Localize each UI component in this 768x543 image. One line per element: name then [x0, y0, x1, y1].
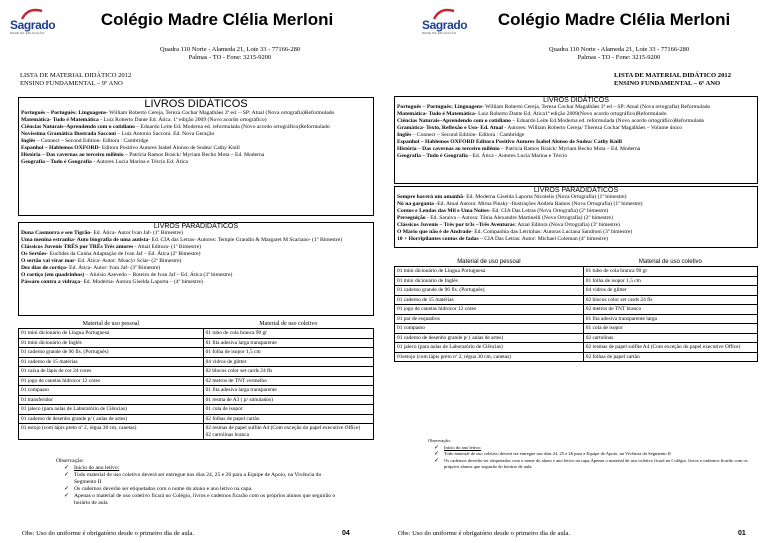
paradidatic-item: Nó na garganta -Ed. Atual Autora: Mirna Pinsky -Ilustrações Andréa Ramos (Nova Ortografia) (1º bimestre): [397, 201, 643, 207]
collective-item: 02 resmas de papel sulfite A4 (Com exceção do papel executive Office) 02 cartolinas branca: [203, 424, 373, 440]
para-title: LIVROS PARADIDÁTICOS: [533, 187, 619, 194]
personal-item: 01 caderno grande de 96 fls. (Português): [19, 348, 204, 358]
page-right: [384, 0, 768, 543]
col-personal: Material de uso pessoal: [457, 259, 521, 265]
book-item: Gramática- Texto, Reflexão e Uso- Ed. Atual - Autores: William Roberto Cereja/ Thereza Cochar Magalhães – Volume único: [397, 125, 683, 131]
footer-note: Obs: Uso do uniforme é obrigatório desde o primeiro dia de aula.: [22, 530, 195, 537]
table-row: [19, 348, 374, 358]
table-row: [395, 267, 758, 277]
book-item: Matemática- Tudo é Matemática - Luiz Roberto Dante Ed. Ática. 1ª edição 2009 (Novo acordo ortográfico): [21, 117, 267, 123]
table-row: [19, 357, 374, 367]
personal-item: 01 transferidor: [19, 395, 204, 405]
table-row: [395, 314, 758, 324]
personal-item: 01 mini dicionário de Língua Portuguesa: [19, 329, 204, 339]
personal-item: 01 mini dicionário de Língua Portuguesa: [395, 267, 584, 277]
paradidatic-item: Dona Casmurra e seu Tigrão- Ed. Ática- Autor Ivan Jaf- (1º Bimestre): [21, 230, 183, 236]
collective-item: 02 blocos color set cards 24 fls: [203, 367, 373, 377]
school-title: Colégio Madre Clélia Merloni: [100, 10, 334, 29]
table-row: [19, 367, 374, 377]
collective-item: 02 blocos color set cards 24 fls: [583, 295, 757, 305]
personal-item: 01 jaleco (para aulas de Laboratório de Ciências): [19, 405, 204, 415]
paradidatic-box: [18, 222, 374, 316]
collective-item: 01 folha de isopor 1,5 cm: [583, 276, 757, 286]
personal-item: 01 compasso: [395, 324, 584, 334]
books-title: LIVROS DIDÁTICOS: [543, 97, 609, 104]
materials-table: [18, 320, 374, 440]
books-box: [394, 96, 758, 184]
personal-item: 01 par de esquadros: [395, 314, 584, 324]
school-title: Colégio Madre Clélia Merloni: [497, 10, 731, 29]
book-item: Geografia – Tudo é Geografia - Autores Lucia Marina e Tércio Ed. Ática: [21, 159, 188, 165]
collective-item: 01 cola de isopor: [203, 405, 373, 415]
paradidatic-item: Clássicos Juvenis TRÊS por TRÊs Três amores - Atual Editora- (1º Bimestre): [21, 244, 201, 250]
collective-item: 02 folhas de papel cartão: [583, 352, 757, 362]
logo-swoosh-icon: [432, 7, 456, 21]
collective-item: 01 tubo de cola branca 90 gr: [583, 267, 757, 277]
list-header: LISTA DE MATERIAL DIDÁTICO 2012 ENSINO FUNDAMENTAL – 6º ANO: [614, 72, 731, 87]
book-item: Novíssima Gramática Ilustrada Sacconi – Luiz Antonio Sacconi. Ed. Nova Geração: [21, 131, 215, 137]
paradidatic-item: O Mário que não é de Andrade- Ed. Companhia das Letrinhas: Autoras Luciana Sandroni (3º bimestre): [397, 229, 633, 235]
book-item: Espanhol – Hablemos OXFORD Editora Positivo Autores Isabel Alonso de Sudea/ Cathy Knill: [397, 139, 622, 145]
collective-item: 04 vidros de glitter: [583, 286, 757, 296]
page-number: 01: [738, 530, 746, 537]
collective-item: 02 metros de TNT branco: [583, 305, 757, 315]
personal-item: 01 caixa de lápis de cor 24 cores: [19, 367, 204, 377]
personal-item: 01 jogo de canetas hidrocor 12 cores: [19, 376, 204, 386]
book-item: Inglês – Connect – Second Edition- Editora : Cambridge: [21, 138, 149, 144]
book-item: Geografia – Tudo é Geografia - Ed. Ática - Autores Lucia Marina e Tércio: [397, 153, 568, 159]
books-title: LIVROS DIDÁTICOS: [144, 98, 248, 110]
book-item: Matemática- Tudo é Matemática- Luiz Roberto Dante Ed. Ática1ª edição 2009(Novo acordo ortográfico)Reformulado: [397, 111, 667, 117]
collective-item: 02 folhas de papel cartão: [203, 414, 373, 424]
table-row: [395, 324, 758, 334]
personal-item: 01 estojo (com lápis preto nº 2, régua 30 cm, canetas): [19, 424, 204, 440]
personal-item: 01 caderno de desenho grande p/ ( aulas de artes): [19, 414, 204, 424]
observation-item: ✓ Início do ano letivo:: [74, 465, 342, 472]
paradidatic-item: Dez dias de cortiço- Ed. Ática- Autor: Ivan Jaf- (3º Bimestre): [21, 265, 161, 271]
books-box: [18, 97, 374, 216]
table-row: [19, 338, 374, 348]
personal-item: 01 compasso: [19, 386, 204, 396]
paradidatic-item: Perseguição - Ed. Saraiva – Autora: Tânia Alexandre Martinelli (Nova Ortografia) (2º bimestre): [397, 215, 613, 221]
paradidatic-item: 10 + Horripilantes contos de fadas – CIA Das Letras: Autor: Michael Coleman (4º bimestre): [397, 236, 608, 242]
paradidatic-item: O cortiço (em quadrinhos) – Aluísio Azevedo – Roteiro de Ivan Jaf – Ed. Ática (3º bimestre): [21, 272, 233, 278]
observations: Observação: ✓ Início do ano letivo: ✓ Todo material de uso coletivo deverá ser entregue nos dias 24, 25 e 26 para a Equipe de Apoio, na Vivência do Segmento II ✓ Os cadernos deverão ser etiquetados com o nome do aluno e ano letivo na capa.Apenas o material de uso coletivo ficará no Colégio, livros e cadernos ficarão com os próprios alunos que seguirão do horário de aula.: [394, 438, 754, 471]
personal-item: 01 mini dicionário de Inglês: [395, 276, 584, 286]
book-item: Ciências Naturais–Aprendendo com o cotidiano – Eduardo Leite Ed. Moderna ed. reformulada (Novo acordo ortográfico)Reformulado: [21, 124, 330, 130]
footer-note: Obs: Uso do uniforme é obrigatório desde o primeiro dia de aula.: [398, 530, 571, 537]
address: Quadra 110 Norte - Alameda 21, Lote 33 - 77166-280 Palmas - TO - Fone: 3215-9200: [548, 46, 690, 61]
book-item: Ciências Naturais–Aprendendo com o cotidiano – Eduardo Leite Ed.Moderna ed. reformulada (Novo acordo ortográfico)Reformulado: [397, 118, 705, 124]
book-item: Inglês – Connect – Second Edition- Editora : Cambridge: [397, 132, 525, 138]
header: [394, 6, 758, 42]
book-item: Português – Português: Linguagens- William Roberto Cereja, Tereza Cochar Magalhães 3ª ed – SP: Atual (Nova ortografia) Reformulado: [397, 104, 711, 110]
collective-item: 02 resmas de papel sulfite A4 (Com exceção do papel executive Office): [583, 343, 757, 353]
table-row: [395, 286, 758, 296]
table-row: [395, 333, 758, 343]
page-number: 04: [342, 530, 350, 537]
collective-item: 01 resma de A3 ( p/ simulados): [203, 395, 373, 405]
personal-item: 01 jogo de canetas hidrocor 12 cores: [395, 305, 584, 315]
observations: Observação: ✓ Início do ano letivo: ✓ Todo material de uso coletivo deverá ser entregue nos dias 24, 25 e 26 para a Equipe de Apoio, na Vivência do Segmento II ✓ Os cadernos deverão ser etiquetados com o nome do aluno e ano letivo na capa. ✓ Apenas o material de uso coletivo ficará no Colégio, livros e cadernos ficarão com os próprios alunos que seguirão o horário de aula: [22, 458, 342, 507]
logo-swoosh-icon: [20, 7, 44, 21]
paradidatic-item: Pássaro contra a vidraça- Ed. Moderna- Autora Giselda Laporta – (4º bimestre): [21, 279, 203, 285]
book-item: História – Das cavernas ao terceiro milênio – Patrícia Ramos Braick/ Myriam Becho Mota – Ed. Moderna: [21, 152, 265, 158]
personal-item: 01estojo (com lápis preto nº 2, régua 30 cm, canetas): [395, 352, 584, 362]
paradidatic-item: O sertão vai virar mar- Ed. Ática- Autor: Moacyr Sclar- (2º Bimestre): [21, 258, 182, 264]
collective-item: 01 fita adesiva larga transparente: [203, 338, 373, 348]
observation-item: ✓ Apenas o material de uso coletivo ficará no Colégio, livros e cadernos ficarão com os próprios alunos que seguirão o horário de aula: [74, 493, 342, 507]
header: [10, 6, 374, 42]
observation-item: ✓ Os cadernos deverão ser etiquetados com o nome do aluno e ano letivo na capa.Apenas o material de uso coletivo ficará no Colégio, livros e cadernos ficarão com os próprios alunos que seguirão do horário de aula.: [444, 458, 754, 471]
observation-item: ✓ Todo material de uso coletivo deverá ser entregue nos dias 24, 25 e 26 para a Equipe de Apoio, na Vivência do Segmento II: [444, 451, 754, 458]
table-row: [19, 424, 374, 440]
table-row: [19, 386, 374, 396]
sagrado-logo: Sagrado REDE DE EDUCAÇÃO: [422, 6, 464, 40]
personal-item: 01 caderno de 15 matérias: [19, 357, 204, 367]
book-item: Português – Português: Linguagens- William Roberto Cereja, Tereza Cochar Magalhães 3ª ed. – SP: Atual (Nova ortografia)Reformulado: [21, 110, 335, 116]
collective-item: 02 metros de TNT vermelho: [203, 376, 373, 386]
collective-item: 01 cola de isopor: [583, 324, 757, 334]
table-row: [395, 276, 758, 286]
collective-item: 01 fita adesiva larga transparente: [203, 386, 373, 396]
observation-item: ✓ Início do ano letivo:: [444, 445, 754, 452]
personal-item: 01 caderno de desenho grande p/ ( aulas de artes): [395, 333, 584, 343]
book-item: Espanhol – Hablemos OXFORD- Editora Positivo Autores Isabel Alonso de Sudea/ Cathy Knill: [21, 145, 240, 151]
sagrado-logo: Sagrado REDE DE EDUCAÇÃO: [10, 6, 52, 40]
materials-table: [394, 258, 758, 362]
col-collective: Material de uso coletivo: [259, 321, 318, 327]
collective-item: 01 folha de isopor 1,5 cm: [203, 348, 373, 358]
paradidatic-item: Uma menina estranha- Auto biografia de uma autista- Ed. CIA das Letras- Autores: Temple Grandin & Margaret M Scariano- (1º Bimestre): [21, 237, 343, 243]
para-title: LIVROS PARADIDÁTICOS: [153, 223, 239, 230]
observation-item: ✓ Os cadernos deverão ser etiquetados com o nome do aluno e ano letivo na capa.: [74, 486, 342, 493]
collective-item: 04 vidros de glitter: [203, 357, 373, 367]
paradidatic-item: Os Sertões- Euclides da Cunha Adaptação de Ivan Jaf – Ed. Ática (2º Bimestre): [21, 251, 201, 257]
collective-item: 02 cartolinas: [583, 333, 757, 343]
book-item: História – Das cavernas ao terceiro milênio – Patrícia Ramos Braick/ Myriam Becho Mota – Ed. Moderna: [397, 146, 641, 152]
list-header: LISTA DE MATERIAL DIDÁTICO 2012 ENSINO FUNDAMENTAL – 9º ANO: [20, 72, 132, 87]
paradidatic-item: Sempre haverá um amanhã- Ed. Moderna Giselda Laporta Nicolelis (Nova Ortografia) (1º bimestre): [397, 194, 627, 200]
table-row: [19, 329, 374, 339]
table-row: [19, 395, 374, 405]
paradidatic-item: Contos e Lendas das Mil e Uma Noites- Ed. CIA Das Letras (Nova Ortografia) (2º bimestre): [397, 208, 609, 214]
table-row: [395, 352, 758, 362]
table-row: [19, 405, 374, 415]
personal-item: 01 caderno grande de 96 fls. (Português): [395, 286, 584, 296]
table-row: [395, 343, 758, 353]
collective-item: 01 tubo de cola branca 90 gr: [203, 329, 373, 339]
observation-item: ✓ Todo material de uso coletivo deverá ser entregue nos dias 24, 25 e 26 para a Equipe de Apoio, na Vivência do Segmento II: [74, 472, 342, 486]
personal-item: 01 mini dicionário de Inglês: [19, 338, 204, 348]
col-personal: Material de uso pessoal: [82, 321, 140, 327]
personal-item: 01 jaleco (para aulas de Laboratório de Ciências): [395, 343, 584, 353]
table-row: [19, 376, 374, 386]
paradidatic-box: [394, 186, 758, 248]
collective-item: 01 fita adesiva transparente larga: [583, 314, 757, 324]
paradidatic-item: Clássicos Juvenis – Três por tr3s –Três Aventuras: Atual Editora (Nova Ortografia) (3º bimestre): [397, 222, 620, 228]
personal-item: 01 caderno de 15 matérias: [395, 295, 584, 305]
table-row: [395, 305, 758, 315]
col-collective: Material de uso coletivo: [638, 259, 702, 265]
address: Quadra 110 Norte - Alameda 21, Lote 33 - 77166-280 Palmas - TO - Fone: 3215-9200: [159, 46, 301, 61]
table-row: [395, 295, 758, 305]
table-row: [19, 414, 374, 424]
